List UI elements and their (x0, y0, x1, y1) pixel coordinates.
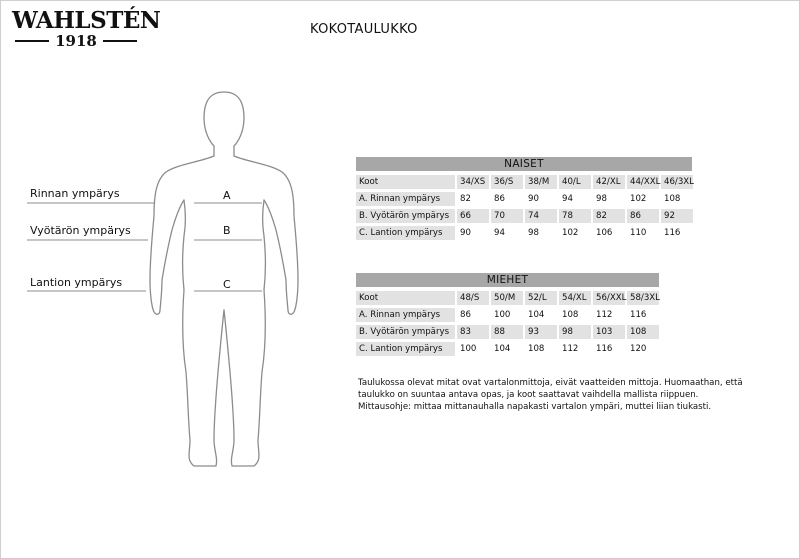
page-title: KOKOTAULUKKO (310, 22, 418, 37)
table-cell: 108 (525, 342, 557, 356)
header-size: 56/XXL (593, 291, 625, 305)
hip-letter: C (223, 278, 231, 291)
table-cell: 100 (491, 308, 523, 322)
header-size: 50/M (491, 291, 523, 305)
table-cell: 102 (559, 226, 591, 240)
table-cell: 103 (593, 325, 625, 339)
table-cell: 98 (593, 192, 625, 206)
table-cell: 86 (491, 192, 523, 206)
table-cell: 82 (593, 209, 625, 223)
brand-year: 1918 (55, 32, 97, 50)
row-label: C. Lantion ympärys (356, 226, 455, 240)
table-cell: 66 (457, 209, 489, 223)
table-row (356, 325, 661, 339)
body-figure (0, 80, 330, 480)
row-label: C. Lantion ympärys (356, 342, 455, 356)
table-cell: 74 (525, 209, 557, 223)
table-cell: 102 (627, 192, 659, 206)
brand-logo (12, 7, 161, 50)
table-cell: 90 (457, 226, 489, 240)
brand-rule-right (103, 40, 137, 42)
header-size: 34/XS (457, 175, 489, 189)
header-label: Koot (356, 291, 455, 305)
brand-year-row (12, 33, 140, 49)
table-cell: 116 (593, 342, 625, 356)
header-label: Koot (356, 175, 455, 189)
table-title: NAISET (356, 157, 692, 171)
table-cell: 98 (525, 226, 557, 240)
waist-label: Vyötärön ympärys (30, 224, 131, 237)
header-size: 40/L (559, 175, 591, 189)
table-cell: 100 (457, 342, 489, 356)
header-size: 54/XL (559, 291, 591, 305)
table-cell: 106 (593, 226, 625, 240)
table-cell: 92 (661, 209, 693, 223)
table-cell: 108 (559, 308, 591, 322)
header-size: 42/XL (593, 175, 625, 189)
waist-letter: B (223, 224, 231, 237)
header-size: 44/XXL (627, 175, 659, 189)
table-cell: 94 (491, 226, 523, 240)
table-cell: 94 (559, 192, 591, 206)
note-line: taulukko on suuntaa antava opas, ja koot saattavat vaihdella mallista riippuen. (358, 390, 699, 400)
table-cell: 82 (457, 192, 489, 206)
table-row (356, 209, 695, 223)
row-label: A. Rinnan ympärys (356, 308, 455, 322)
table-cell: 88 (491, 325, 523, 339)
header-size: 58/3XL (627, 291, 659, 305)
men-size-table (356, 273, 666, 357)
table-row (356, 226, 695, 240)
table-header-row (356, 291, 661, 305)
women-size-table (356, 157, 696, 241)
table-row (356, 342, 661, 356)
hip-label: Lantion ympärys (30, 276, 123, 289)
row-label: B. Vyötärön ympärys (356, 209, 455, 223)
header-size: 48/S (457, 291, 489, 305)
table-cell: 90 (525, 192, 557, 206)
chest-letter: A (223, 189, 231, 202)
brand-name: WAHLSTÉN (12, 7, 161, 34)
table-cell: 112 (559, 342, 591, 356)
table-cell: 108 (627, 325, 659, 339)
table-cell: 120 (627, 342, 659, 356)
table-cell: 116 (661, 226, 693, 240)
header-size: 46/3XL (661, 175, 693, 189)
note-line: Taulukossa olevat mitat ovat vartalonmittoja, eivät vaatteiden mittoja. Huomaathan, että (358, 378, 743, 388)
table-cell: 86 (627, 209, 659, 223)
table-cell: 104 (525, 308, 557, 322)
row-label: B. Vyötärön ympärys (356, 325, 455, 339)
table-row (356, 308, 661, 322)
header-size: 36/S (491, 175, 523, 189)
table-cell: 83 (457, 325, 489, 339)
size-note (358, 377, 758, 413)
header-size: 52/L (525, 291, 557, 305)
table-row (356, 192, 695, 206)
chest-label: Rinnan ympärys (30, 187, 120, 200)
table-cell: 104 (491, 342, 523, 356)
note-line: Mittausohje: mittaa mittanauhalla napakasti vartalon ympäri, muttei liian tiukasti. (358, 402, 712, 412)
table-cell: 70 (491, 209, 523, 223)
table-cell: 98 (559, 325, 591, 339)
table-cell: 78 (559, 209, 591, 223)
table-cell: 112 (593, 308, 625, 322)
table-cell: 110 (627, 226, 659, 240)
table-header-row (356, 175, 695, 189)
row-label: A. Rinnan ympärys (356, 192, 455, 206)
header-size: 38/M (525, 175, 557, 189)
table-cell: 108 (661, 192, 693, 206)
table-cell: 93 (525, 325, 557, 339)
table-title: MIEHET (356, 273, 659, 287)
table-cell: 86 (457, 308, 489, 322)
brand-rule-left (15, 40, 49, 42)
table-cell: 116 (627, 308, 659, 322)
